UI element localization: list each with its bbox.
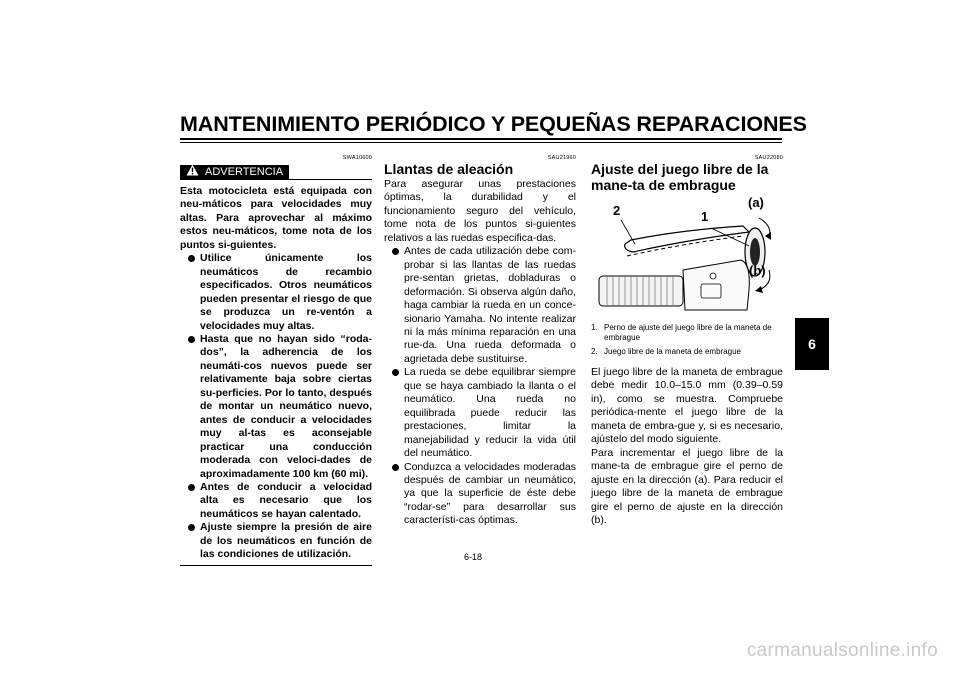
warning-item: Hasta que no hayan sido “roda-dos”, la adherencia de los neumáti-cos nuevos puede ser relativamente baja sobre ciertas su-perficies. Por lo tanto, después de montar un neumático nuevo, antes de conducir a velocidades muy al-tas es aconsejable practicar una conducción moderada con veloci-dades de aproximadamente 100 km (60 mi).: [180, 333, 372, 481]
figure-label-1: 1: [701, 209, 709, 224]
clutch-lever-figure: [591, 195, 783, 312]
caption-item: 1. Perno de ajuste del juego libre de la maneta de embrague: [591, 323, 772, 342]
warning-item: Antes de conducir a velocidad alta es necesario que los neumáticos se hayan calentado.: [180, 481, 372, 521]
warning-list: [180, 252, 372, 561]
warning-badge: [180, 165, 289, 180]
alloy-heading: Llantas de aleación: [384, 161, 514, 177]
warning-header-rule: [289, 179, 372, 180]
title-rule: [180, 138, 782, 140]
alloy-item: Conduzca a velocidades moderadas después de cambiar un neumático, ya que la superficie de éste debe “rodar-se” para desarrollar sus característi-cas óptimas.: [384, 461, 576, 528]
alloy-column: [384, 152, 576, 528]
alloy-list: [384, 245, 576, 528]
warning-code: SWA10600: [342, 155, 372, 161]
figure-caption: [591, 323, 783, 357]
warning-header: [180, 161, 372, 179]
clutch-paragraph-2: Para incrementar el juego libre de la mane-ta de embrague gire el perno de ajuste en la dirección (a). Para reducir el juego libre de la maneta de embrague gire el perno de ajuste en la dirección (b).: [591, 446, 783, 526]
warning-end-rule: [180, 565, 372, 566]
figure-label-2: 2: [613, 203, 621, 218]
alloy-intro: Para asegurar unas prestaciones óptimas, la durabilidad y el funcionamiento seguro del vehículo, tome nota de los puntos si-guientes relativos a las ruedas especifica-das.: [384, 178, 576, 244]
alloy-item: La rueda se debe equilibrar siempre que se haya cambiado la llanta o el neumático. Una rueda no equilibrada puede reducir las prestaciones, limitar la manejabilidad y reducir la vida útil del neumático.: [384, 366, 576, 460]
page-number: 6-18: [464, 552, 483, 562]
watermark: carmanualsonline.info: [746, 640, 938, 661]
warning-triangle-icon: [186, 164, 199, 180]
alloy-code: SAU21960: [547, 155, 576, 161]
chapter-tab[interactable]: 6: [795, 318, 829, 370]
warning-item: Ajuste siempre la presión de aire de los neumáticos en función de las condiciones de utilización.: [180, 521, 372, 561]
title-rule-thin: [180, 142, 782, 143]
warning-item: Utilice únicamente los neumáticos de recambio especificados. Otros neumáticos pueden presentar el riesgo de que se produzca un re-ventón a velocidades muy altas.: [180, 252, 372, 333]
clutch-heading: Ajuste del juego libre de la mane-ta de embrague: [591, 161, 769, 193]
warning-intro: Esta motocicleta está equipada con neu-máticos para velocidades muy altas. Para aprovechar al máximo estos neu-máticos, tome nota de los puntos si-guientes.: [180, 185, 372, 251]
clutch-code: SAU22080: [754, 155, 783, 161]
page-title: MANTENIMIENTO PERIÓDICO Y PEQUEÑAS REPARACIONES: [180, 112, 807, 136]
caption-item: 2. Juego libre de la maneta de embrague: [591, 347, 741, 356]
figure-label-a: (a): [748, 195, 764, 210]
alloy-item: Antes de cada utilización debe com-probar si las llantas de las ruedas pre-sentan grietas, dobladuras o deformación. Si observa algún daño, haga cambiar la rueda en un conce-sionario Yamaha. No intente realizar ni la más mínima reparación en una rue-da. Una rueda deformada o agrietada debe sustituirse.: [384, 245, 576, 366]
clutch-column: [591, 152, 783, 527]
warning-column: [180, 152, 372, 566]
figure-label-b: (b): [749, 263, 766, 278]
warning-badge-label: ADVERTENCIA: [205, 165, 284, 178]
clutch-paragraph-1: El juego libre de la maneta de embrague debe medir 10.0–15.0 mm (0.39–0.59 in), como se muestra. Compruebe periódica-mente el juego libre de la maneta de embra-gue y, si es necesario, ajústelo del modo siguiente.: [591, 366, 783, 446]
